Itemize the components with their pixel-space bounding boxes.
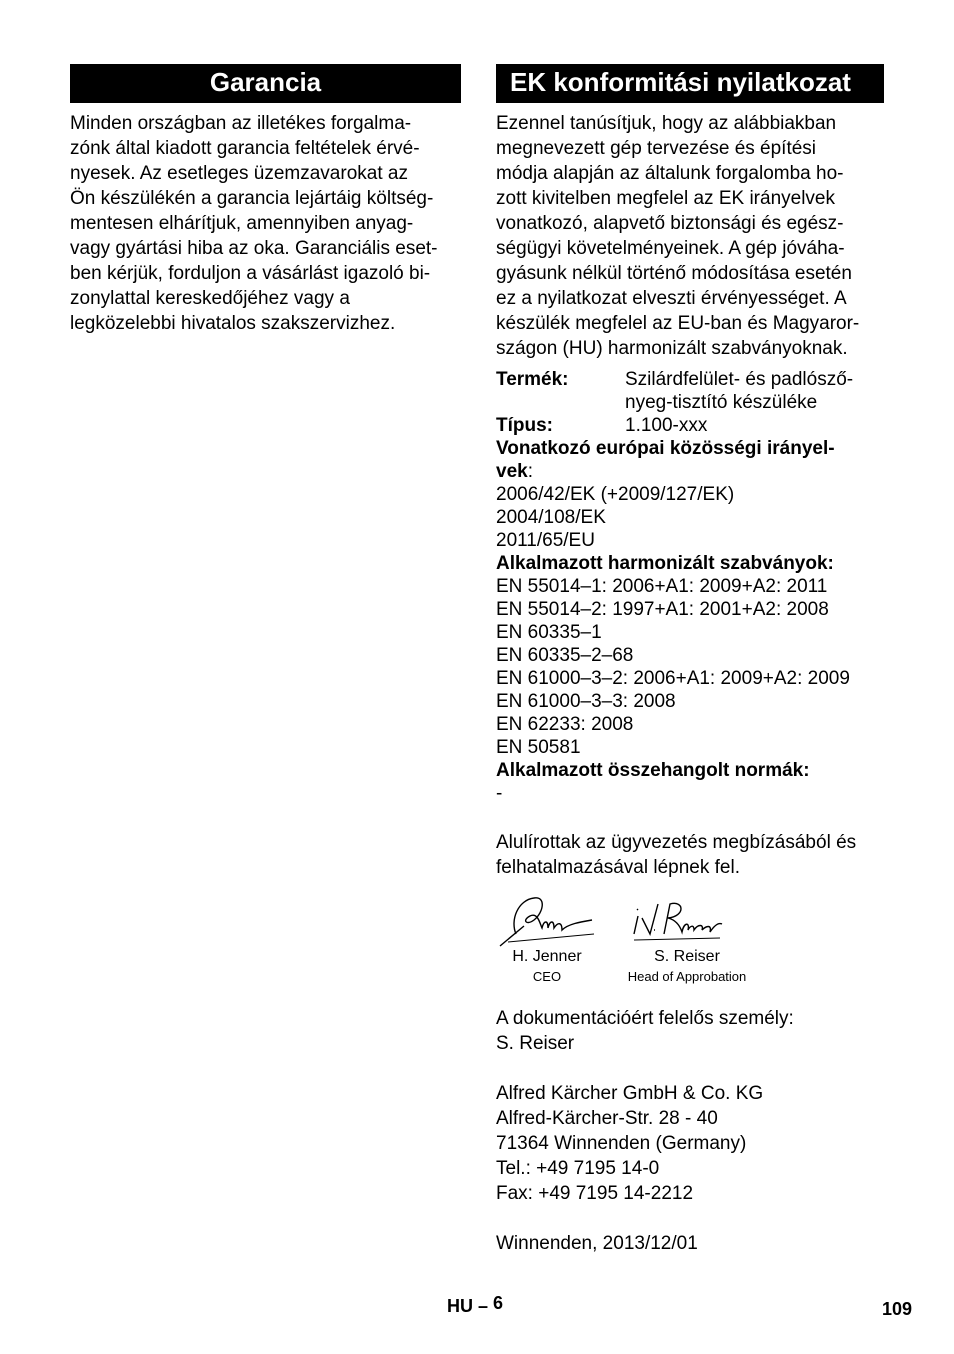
signers-intro: Alulírottak az ügyvezetés megbízásából és felhatalmazásával lépnek fel. — [496, 832, 857, 878]
product-value: Szilárdfelület- és padlósző- nyeg-tisztító készüléke — [625, 369, 854, 413]
warranty-heading: Garancia — [70, 64, 461, 103]
standard-item: EN 61000–3–3: 2008 — [496, 691, 676, 712]
directive-item: 2011/65/EU — [496, 530, 595, 551]
signature-jenner-icon — [496, 890, 596, 948]
standard-item: EN 62233: 2008 — [496, 714, 634, 735]
product-spec — [496, 368, 884, 805]
signature-jenner — [496, 890, 598, 985]
standard-item: EN 50581 — [496, 737, 581, 758]
norms-label: Alkalmazott összehangolt normák: — [496, 760, 810, 781]
doc-responsible: A dokumentációért felelős személy: S. Reiser — [496, 1008, 794, 1054]
signature-reiser-icon — [624, 890, 748, 948]
product-row — [496, 368, 884, 414]
signer1-name: H. Jenner — [512, 948, 582, 965]
signer2-role: Head of Approbation — [627, 969, 747, 984]
company-address: Alfred Kärcher GmbH & Co. KG Alfred-Kärcher-Str. 28 - 40 71364 Winnenden (Germany) Tel.: +49 7195 14-0 Fax: +49 7195 14-2212 — [496, 1083, 764, 1204]
standard-item: EN 60335–1 — [496, 622, 602, 643]
norms-value: - — [496, 783, 503, 804]
signatures — [496, 890, 884, 986]
type-label: Típus: — [496, 415, 553, 436]
type-value: 1.100-xxx — [625, 415, 708, 436]
directives-label-2: vek: — [496, 461, 533, 482]
directive-item: 2006/42/EK (+2009/127/EK) — [496, 484, 735, 505]
standard-item: EN 60335–2–68 — [496, 645, 634, 666]
page-number: 109 — [881, 1299, 912, 1319]
footer-section-label: HU – 6 — [447, 1293, 504, 1316]
standard-item: EN 55014–2: 1997+A1: 2001+A2: 2008 — [496, 599, 829, 620]
standards-label: Alkalmazott harmonizált szabványok: — [496, 553, 834, 574]
signature-reiser — [624, 890, 750, 985]
standard-item: EN 55014–1: 2006+A1: 2009+A2: 2011 — [496, 576, 828, 597]
declaration-heading: EK konformitási nyilatkozat — [496, 64, 884, 103]
directive-item: 2004/108/EK — [496, 507, 606, 528]
signer1-role: CEO — [532, 969, 562, 984]
warranty-text: Minden országban az illetékes forgalma- zónk által kiadott garancia feltételek érvé- nyesek. Az esetleges üzemzavarokat az Ön készülékén a garancia lejártáig költség- mentesen elhárítjuk, amennyiben anyag- vagy gyártási hiba az oka. Garanciális eset- ben kérjük, forduljon a vásárlást igazoló bi- zonylattal kereskedőjéhez vagy a legközelebbi hivatalos szakszervizhez. — [70, 113, 438, 334]
declaration-section — [496, 64, 884, 1256]
declaration-intro: Ezennel tanúsítjuk, hogy az alábbiakban megnevezett gép tervezése és építési módja alapján az általunk forgalomba ho- zott kivitelben megfelel az EK irányelvek vonatkozó, alapvető biztonsági és egész- ségügyi követelményeinek. A gép jóváha- gyásunk nélkül történő módosítása esetén ez a nyilatkozat elveszti érvényességet. A készülék megfelel az EU-ban és Magyaror- szágon (HU) harmonizált szabványoknak. — [496, 113, 860, 359]
type-row — [496, 414, 884, 437]
product-label: Termék: — [496, 369, 569, 390]
standard-item: EN 61000–3–2: 2006+A1: 2009+A2: 2009 — [496, 668, 850, 689]
place-date: Winnenden, 2013/12/01 — [496, 1233, 698, 1254]
warranty-section — [70, 64, 461, 336]
signer2-name: S. Reiser — [654, 948, 720, 965]
directives-label-1: Vonatkozó európai közösségi irányel- — [496, 438, 835, 459]
